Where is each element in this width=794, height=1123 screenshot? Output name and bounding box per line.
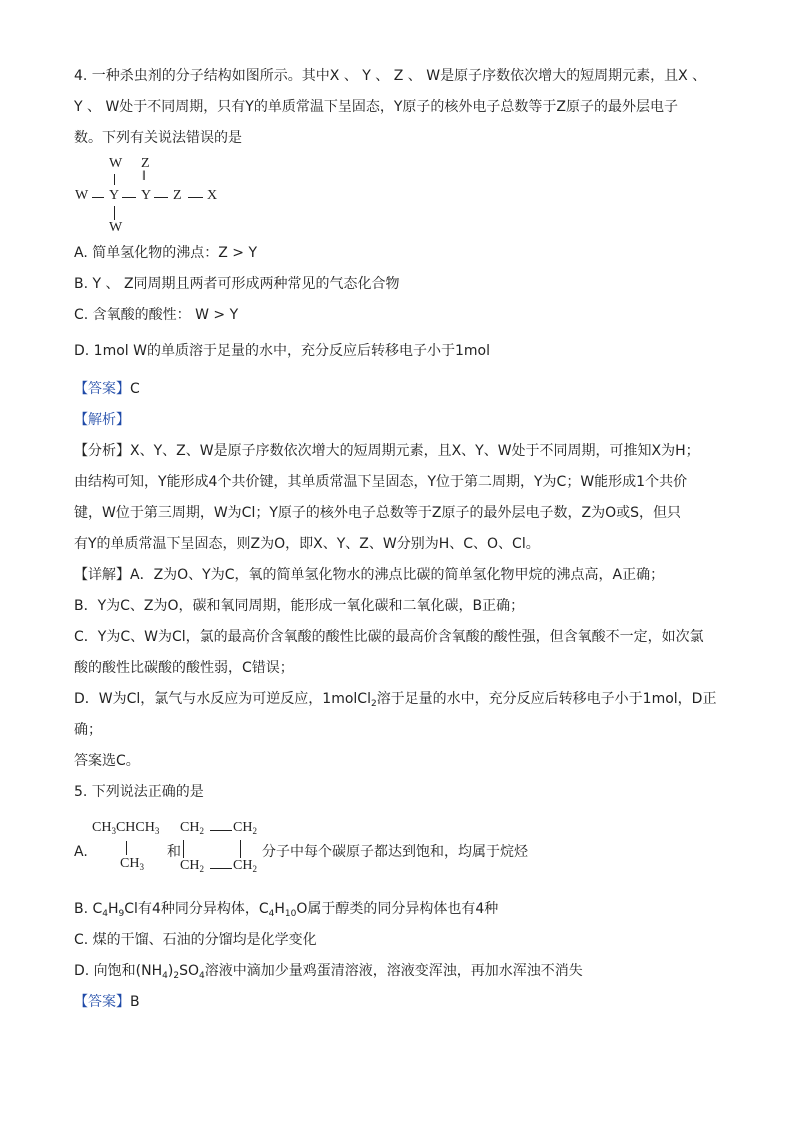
q5-d-sub3: 4 [199, 971, 205, 981]
q4-fenxi-line4: 有Y的单质常温下呈固态，则Z为O，即X、Y、Z、W分别为H、C、O、Cl。 [74, 536, 540, 552]
ring-top-left [180, 820, 204, 836]
atom-w-top: W [109, 156, 123, 171]
q5-b-sub1: 4 [102, 909, 109, 919]
q4-xiangjie-d2: 确； [74, 722, 102, 738]
q4-xiangjie-a [74, 565, 664, 585]
q5-d-m1: ) [167, 963, 174, 979]
q4-xiangjie-b: B．Y为C、Z为O，碳和氧同周期，能形成一氧化碳和二氧化碳，B正确； [74, 598, 525, 614]
q5-b-m1: H [108, 901, 119, 917]
atom-y1: Y [109, 188, 120, 203]
q5-stem: 5. 下列说法正确的是 [74, 784, 204, 800]
q5-answer-value: B [130, 994, 140, 1010]
xiangjie-d-sub: 2 [370, 699, 377, 709]
isobutane-top-post: CHCH [115, 820, 155, 835]
ring-tr-sub: 2 [252, 826, 257, 836]
ring-br-pre: CH [233, 858, 253, 873]
q5-b-sub2: 9 [118, 909, 125, 919]
q4-answer-line [74, 379, 140, 399]
q5-b-sub4: 10 [284, 909, 297, 919]
ring-tl-sub: 2 [199, 826, 204, 836]
xiangjie-d-post: 溶于足量的水中，充分反应后转移电子小于1mol，D正 [376, 691, 717, 707]
ring-bl-sub: 2 [199, 864, 204, 874]
q5-d-sub2: 2 [173, 971, 180, 981]
bond-y-y [122, 197, 136, 198]
analysis-tag: 【解析】 [74, 412, 130, 428]
q5-answer-tag: 【答案】 [74, 994, 130, 1010]
q5-structure-cyclobutane [180, 818, 265, 880]
q4-xiangjie-c2: 酸的酸性比碳酸的酸性弱，C错误； [74, 660, 294, 676]
q5-d-post: 溶液中滴加少量鸡蛋清溶液，溶液变浑浊，再加水浑浊不消失 [204, 963, 583, 979]
atom-w-bottom: W [109, 220, 123, 235]
q4-molecule-structure [70, 152, 250, 237]
q4-option-c: C. 含氧酸的酸性： W > Y [74, 307, 239, 323]
ring-top-right [233, 820, 257, 836]
q4-fenxi-line2: 由结构可知，Y能形成4个共价键，其单质常温下呈固态，Y位于第二周期，Y为C；W能形成1个共价 [74, 474, 688, 490]
q5-b-pre: B. C [74, 901, 103, 917]
q5-b-m3: H [274, 901, 285, 917]
isobutane-top-pre: CH [92, 820, 112, 835]
q4-option-b: B. Y 、 Z同周期且两者可形成两种常见的气态化合物 [74, 276, 400, 292]
ring-bottom-bond [210, 868, 232, 869]
bond-y-z [154, 197, 168, 198]
q4-analysis-tag [74, 410, 130, 430]
q5-option-b [74, 899, 498, 919]
bond-y-w-bottom [114, 206, 115, 220]
q4-fenxi-line1 [74, 441, 700, 461]
q5-d-m2: SO [179, 963, 199, 979]
q4-fenxi-line3: 键，W位于第三周期，W为Cl；Y原子的核外电子总数等于Z原子的最外层电子数，Z为O或S，但只 [74, 505, 681, 521]
atom-x-right: X [207, 188, 218, 203]
double-bond-z: ‖ [142, 169, 146, 184]
ring-tl-pre: CH [180, 820, 200, 835]
isobutane-branch-bond [126, 841, 127, 855]
ring-right-bond [240, 840, 241, 858]
ring-br-sub: 2 [252, 864, 257, 874]
fenxi-text-1: X、Y、Z、W是原子序数依次增大的短周期元素，且X、Y、W处于不同周期，可推知X为H； [130, 443, 700, 459]
isobutane-top [92, 820, 159, 836]
ring-bottom-right [233, 858, 257, 874]
atom-z-top: Z [141, 156, 150, 171]
answer-tag: 【答案】 [74, 381, 130, 397]
q4-stem-line1: 4. 一种杀虫剂的分子结构如图所示。其中X 、 Y 、 Z 、 W是原子序数依次增大的短周期元素，且X 、 [74, 68, 707, 84]
answer-value: C [130, 381, 140, 397]
q5-b-post: O属于醇类的同分异构体也有4种 [296, 901, 499, 917]
ring-bl-pre: CH [180, 858, 200, 873]
q4-stem-line3: 数。下列有关说法错误的是 [74, 130, 242, 146]
ring-left-bond [183, 840, 184, 858]
q4-xiangjie-c1: C．Y为C、W为Cl，氯的最高价含氧酸的酸性比碳的最高价含氧酸的酸性强，但含氧酸不一定，如次氯 [74, 629, 704, 645]
isobutane-top-sub2: 3 [154, 826, 160, 836]
xiangjie-d-pre: D．W为Cl，氯气与水反应为可逆反应，1molCl [74, 691, 371, 707]
fenxi-tag: 【分析】 [74, 443, 130, 459]
bond-w-y-left [92, 197, 104, 198]
q5-option-d [74, 961, 583, 981]
q5-structure-isobutane [92, 818, 172, 878]
atom-z-mid: Z [173, 188, 182, 203]
isobutane-bottom [120, 856, 144, 872]
atom-y2: Y [141, 188, 152, 203]
q5-answer-line [74, 992, 140, 1012]
q5-option-a-text: 分子中每个碳原子都达到饱和，均属于烷烃 [262, 844, 528, 860]
ring-top-bond [210, 830, 232, 831]
q5-b-m2: Cl有4种同分异构体，C [124, 901, 269, 917]
q5-d-pre: D. 向饱和(NH [74, 963, 163, 979]
xiangjie-a-text: A．Z为O、Y为C，氧的简单氢化物水的沸点比碳的简单氢化物甲烷的沸点高，A正确； [130, 567, 665, 583]
q4-option-a: A. 简单氢化物的沸点：Z > Y [74, 245, 258, 261]
atom-w-left: W [75, 188, 89, 203]
q5-d-sub1: 4 [162, 971, 168, 981]
q5-option-c: C. 煤的干馏、石油的分馏均是化学变化 [74, 932, 317, 948]
isobutane-bottom-sub: 3 [139, 862, 144, 872]
q4-xiangjie-d1 [74, 689, 716, 709]
isobutane-bottom-pre: CH [120, 856, 140, 871]
q4-conclusion: 答案选C。 [74, 753, 140, 769]
xiangjie-tag: 【详解】 [74, 567, 130, 583]
ring-tr-pre: CH [233, 820, 253, 835]
q4-stem-line2: Y 、 W处于不同周期，只有Y的单质常温下呈固态，Y原子的核外电子总数等于Z原子的最外层电子 [74, 99, 678, 115]
bond-z-x [188, 197, 203, 198]
q4-option-d: D. 1mol W的单质溶于足量的水中，充分反应后转移电子小于1mol [74, 343, 490, 359]
isobutane-top-sub1: 3 [111, 826, 116, 836]
ring-bottom-left [180, 858, 204, 874]
bond-w-y-top [114, 174, 115, 185]
q5-and-text: 和 [167, 844, 181, 860]
q5-b-sub3: 4 [268, 909, 275, 919]
q5-option-a-label: A. [74, 844, 88, 860]
